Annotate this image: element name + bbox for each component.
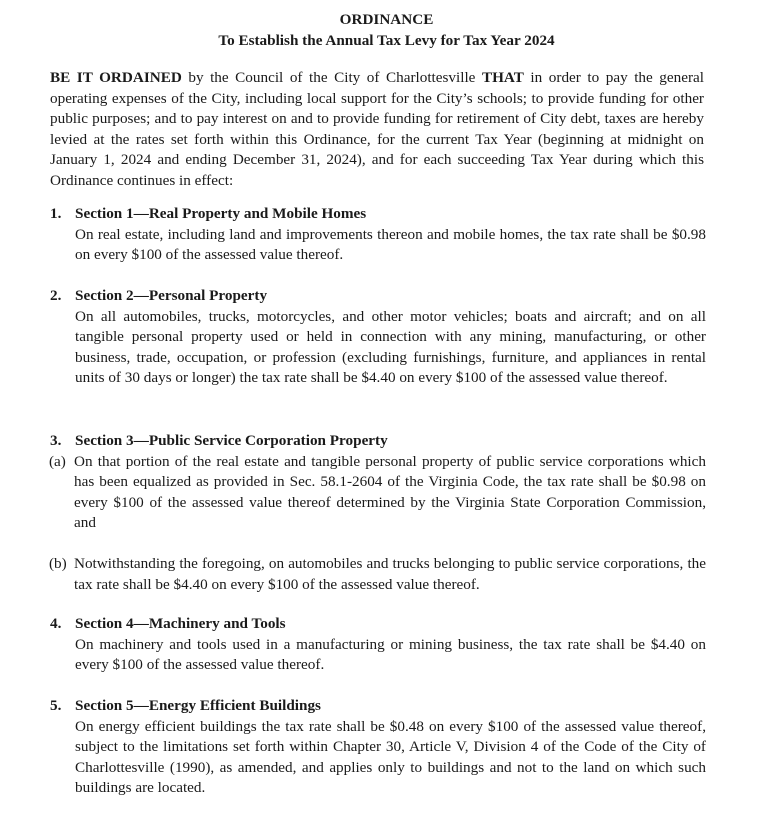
section-3-title: Section 3—Public Service Corporation Property (75, 432, 388, 449)
section-2-title: Section 2—Personal Property (75, 287, 268, 304)
document-subtitle: To Establish the Annual Tax Levy for Tax Year 2024 (218, 32, 555, 49)
section-3-subsection-b (50, 554, 706, 595)
section-5-body: On energy efficient buildings the tax rate shall be $0.48 on every $100 of the assessed value thereof, subject to the limitations set forth within Chapter 30, Article V, Division 4 of the Code of the City of Charlottesville (1990), as amended, and applies only to buildings and not to the land on which such buildings are located. (75, 717, 706, 797)
section-4-number: 4. (50, 615, 62, 632)
section-2-heading (50, 286, 706, 307)
section-1-number: 1. (50, 205, 62, 222)
section-3-b-block (50, 554, 706, 595)
section-1-body: On real estate, including land and improvements thereon and mobile homes, the tax rate shall be $0.98 on every $100 of the assessed value thereof. (75, 225, 706, 264)
section-4-heading (50, 614, 706, 635)
intro-paragraph (50, 68, 704, 192)
section-3-heading (50, 431, 706, 452)
intro-text-2: in order to pay the general operating expenses of the City, including local support for the City’s schools; to provide funding for other public purposes; and to pay interest on and to provide funding for retirement of City debt, taxes are hereby levied at the rates set forth within this Ordinance, for the current Tax Year (beginning at midnight on January 1, 2024 and ending December 31, 2024), and for each succeeding Tax Year during which this Ordinance continues in effect: (50, 69, 704, 189)
intro-that-bold: THAT (481, 69, 524, 86)
section-2-number: 2. (50, 287, 62, 304)
section-1-heading (50, 204, 706, 225)
subsection-a-text: On that portion of the real estate and tangible personal property of public service corporations which has been equalized as provided in Sec. 58.1-2604 of the Virginia Code, the tax rate shall be $0.98 on every $100 of the assessed value thereof determined by the Virginia State Corporation Commission, and (74, 452, 706, 532)
section-5 (50, 696, 706, 799)
intro-text-1: by the Council of the City of Charlottesville (181, 69, 482, 86)
section-3-number: 3. (50, 432, 62, 449)
section-4 (50, 614, 706, 676)
section-3 (50, 431, 706, 534)
section-1 (50, 204, 706, 266)
section-4-body: On machinery and tools used in a manufacturing or mining business, the tax rate shall be $4.40 on every $100 of the assessed value thereof. (75, 635, 706, 674)
subsection-b-text: Notwithstanding the foregoing, on automobiles and trucks belonging to public service corporations, the tax rate shall be $4.40 on every $100 of the assessed value thereof. (74, 555, 706, 593)
section-2-body: On all automobiles, trucks, motorcycles, and other motor vehicles; boats and aircraft; and on all tangible personal property used or held in connection with any mining, manufacturing, or other business, trade, occupation, or profession (excluding furnishings, furniture, and appliances in rental units of 30 days or longer) the tax rate shall be $4.40 on every $100 of the assessed value thereof. (75, 307, 706, 387)
section-4-title: Section 4—Machinery and Tools (75, 615, 286, 632)
intro-lead-bold: BE IT ORDAINED (50, 69, 182, 86)
section-5-title: Section 5—Energy Efficient Buildings (75, 697, 321, 714)
section-1-title: Section 1—Real Property and Mobile Homes (75, 205, 367, 222)
section-3-subsection-a (50, 452, 706, 534)
document-title: ORDINANCE (339, 11, 434, 28)
subsection-a-label: (a) (49, 452, 66, 470)
subsection-b-label: (b) (49, 555, 67, 572)
section-5-number: 5. (50, 697, 62, 714)
section-2 (50, 286, 706, 389)
section-5-heading (50, 696, 706, 717)
